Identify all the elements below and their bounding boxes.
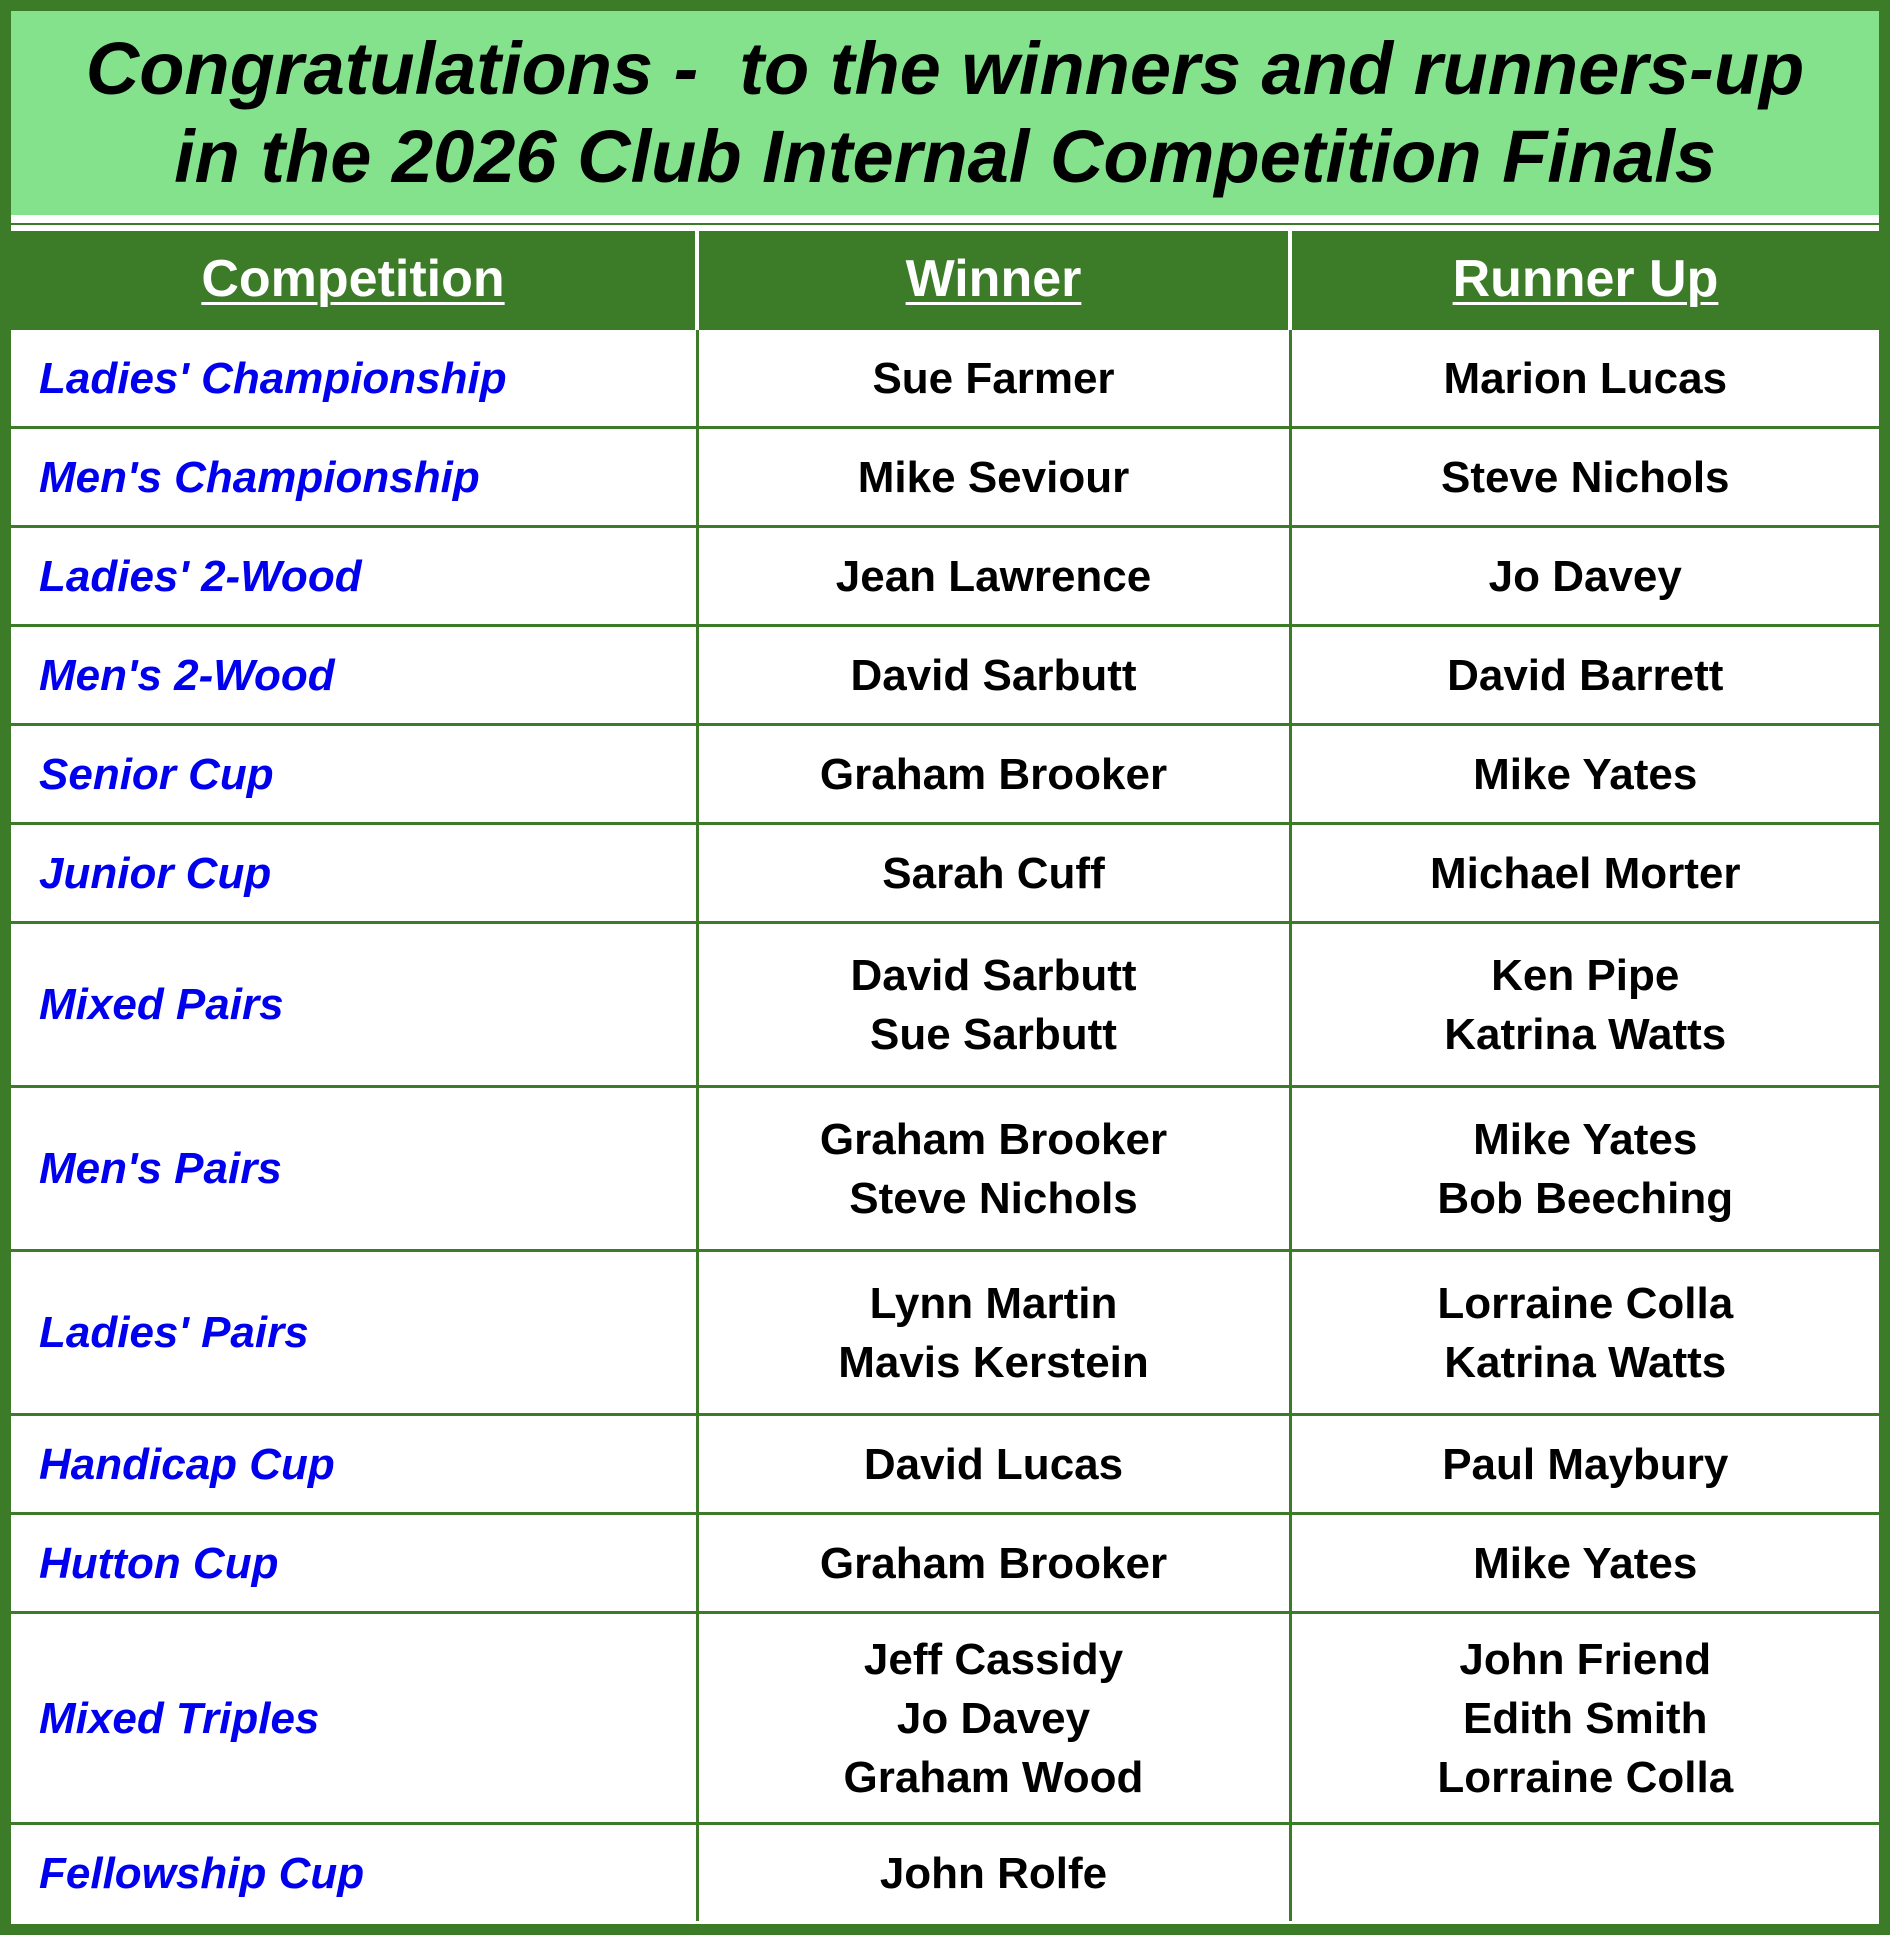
runner-up-name: Steve Nichols (1440, 452, 1730, 502)
competition-name: Fellowship Cup (11, 1824, 697, 1922)
winner-cell (697, 1251, 1290, 1415)
table-row (11, 1824, 1879, 1922)
winner-name: Jo Davey (896, 1693, 1091, 1743)
winner-name: Graham Brooker (819, 1114, 1168, 1164)
header-row (11, 231, 1879, 329)
table-row (11, 428, 1879, 527)
table-row (11, 626, 1879, 725)
winner-name: Jeff Cassidy (863, 1634, 1124, 1684)
winner-cell (697, 1087, 1290, 1251)
winner-name: John Rolfe (879, 1848, 1108, 1898)
competition-name: Mixed Pairs (11, 923, 697, 1087)
column-header-competition: Competition (11, 231, 697, 329)
runner-up-cell (1290, 1514, 1879, 1613)
table-row (11, 527, 1879, 626)
competition-name: Handicap Cup (11, 1415, 697, 1514)
winner-cell (697, 626, 1290, 725)
divider-gap (11, 215, 1879, 223)
winner-name: Graham Wood (843, 1752, 1144, 1802)
winner-cell (697, 1514, 1290, 1613)
runner-up-name: Katrina Watts (1444, 1337, 1727, 1387)
winner-name: Mike Seviour (857, 452, 1130, 502)
runner-up-name: Ken Pipe (1491, 950, 1680, 1000)
competition-name: Mixed Triples (11, 1613, 697, 1824)
title-line-2: in the 2026 Club Internal Competition Finals (174, 115, 1716, 198)
runner-up-cell (1290, 1824, 1879, 1922)
winner-cell (697, 1613, 1290, 1824)
winner-cell (697, 1415, 1290, 1514)
winner-cell (697, 1824, 1290, 1922)
winner-cell (697, 329, 1290, 428)
table-row (11, 1613, 1879, 1824)
runner-up-cell (1290, 725, 1879, 824)
runner-up-cell (1290, 428, 1879, 527)
runner-up-name: Lorraine Colla (1437, 1752, 1734, 1802)
table-row (11, 725, 1879, 824)
runner-up-name: John Friend (1459, 1634, 1712, 1684)
runner-up-cell (1290, 329, 1879, 428)
runner-up-name: Jo Davey (1488, 551, 1682, 601)
winner-name: Sarah Cuff (882, 848, 1105, 898)
winner-name: Sue Sarbutt (870, 1009, 1117, 1059)
table-row (11, 1514, 1879, 1613)
runner-up-cell (1290, 1613, 1879, 1824)
winner-cell (697, 725, 1290, 824)
title-banner (11, 11, 1879, 215)
runner-up-cell (1290, 923, 1879, 1087)
winner-name: Mavis Kerstein (838, 1337, 1149, 1387)
competition-name: Men's 2-Wood (11, 626, 697, 725)
winner-name: Steve Nichols (849, 1173, 1138, 1223)
winner-name: Lynn Martin (869, 1278, 1118, 1328)
runner-up-name: Mike Yates (1473, 1538, 1698, 1588)
column-header-runner-up: Runner Up (1290, 231, 1879, 329)
winner-name: Jean Lawrence (835, 551, 1152, 601)
runner-up-name: Lorraine Colla (1437, 1278, 1734, 1328)
winner-cell (697, 428, 1290, 527)
competition-name: Hutton Cup (11, 1514, 697, 1613)
column-header-winner: Winner (697, 231, 1290, 329)
runner-up-name: Katrina Watts (1444, 1009, 1727, 1059)
winner-name: David Sarbutt (850, 950, 1137, 1000)
competition-name: Ladies' Championship (11, 329, 697, 428)
winner-name: David Sarbutt (850, 650, 1137, 700)
winner-name: Sue Farmer (872, 353, 1115, 403)
table-row (11, 1415, 1879, 1514)
runner-up-name: Marion Lucas (1443, 353, 1728, 403)
title-line-1: Congratulations - to the winners and runners-up (85, 27, 1805, 110)
runner-up-name: David Barrett (1447, 650, 1724, 700)
competition-name: Men's Championship (11, 428, 697, 527)
competition-name: Junior Cup (11, 824, 697, 923)
table-row (11, 923, 1879, 1087)
table-row (11, 1087, 1879, 1251)
runner-up-cell (1290, 626, 1879, 725)
runner-up-name: Mike Yates (1473, 1114, 1698, 1164)
runner-up-name: Paul Maybury (1442, 1439, 1729, 1489)
winner-name: Graham Brooker (819, 1538, 1168, 1588)
winner-name: David Lucas (863, 1439, 1124, 1489)
runner-up-cell (1290, 527, 1879, 626)
runner-up-name: Edith Smith (1463, 1693, 1708, 1743)
winner-name: Graham Brooker (819, 749, 1168, 799)
competition-name: Senior Cup (11, 725, 697, 824)
winner-cell (697, 824, 1290, 923)
runner-up-name: Mike Yates (1473, 749, 1698, 799)
results-table (11, 231, 1879, 1921)
competition-name: Ladies' 2-Wood (11, 527, 697, 626)
winner-cell (697, 527, 1290, 626)
table-row (11, 824, 1879, 923)
runner-up-cell (1290, 1251, 1879, 1415)
runner-up-cell (1290, 1415, 1879, 1514)
competition-name: Men's Pairs (11, 1087, 697, 1251)
runner-up-name: Bob Beeching (1437, 1173, 1734, 1223)
table-row (11, 329, 1879, 428)
runner-up-cell (1290, 824, 1879, 923)
winner-cell (697, 923, 1290, 1087)
table-row (11, 1251, 1879, 1415)
runner-up-cell (1290, 1087, 1879, 1251)
competition-name: Ladies' Pairs (11, 1251, 697, 1415)
runner-up-name: Michael Morter (1429, 848, 1741, 898)
